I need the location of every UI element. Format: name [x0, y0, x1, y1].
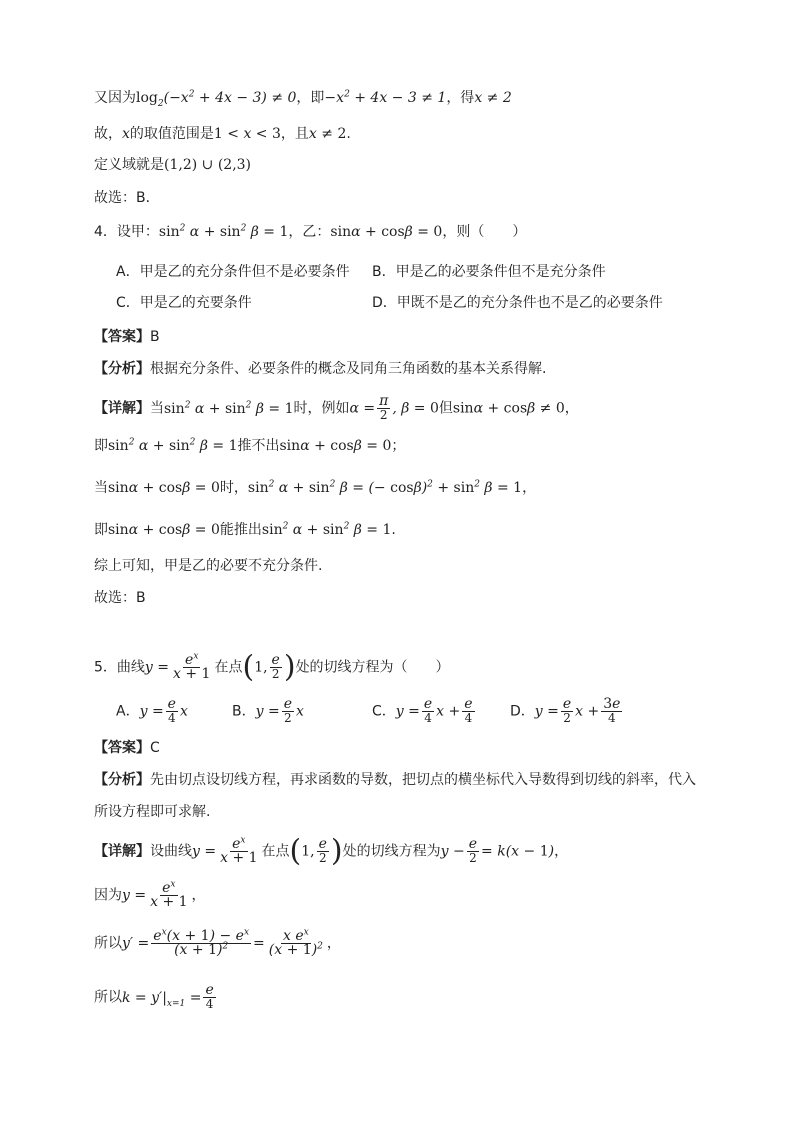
q4-option-a: A．甲是乙的充分条件但不是必要条件	[116, 264, 350, 280]
q4-analysis: 【分析】根据充分条件、必要条件的概念及同角三角函数的基本关系得解.	[94, 361, 547, 377]
q5-analysis-line-1: 【分析】先由切点设切线方程，再求函数的导数，把切点的横坐标代入导数得到切线的斜率，代入	[94, 772, 696, 788]
prev-solution-line-1: 又因为$\log_2(-x^2 + 4x - 3) \ne 0$，即$-x^2 + 4x - 3 \ne 1$，得x ≠ 2	[94, 89, 512, 109]
q5-detail-line-3: 所以y′ = $\frac{e^x(x + 1) - e^x}{(x + 1)^2}$ = $\frac{x e^x}{(x + 1)^2}$ ，	[94, 927, 341, 958]
q4-answer: 【答案】B	[94, 329, 160, 345]
q5-analysis-line-2: 所设方程即可求解.	[94, 804, 211, 820]
q4-detail-line-2: 即$\sin^2 \alpha + \sin^2 \beta = 1$推不出sinα + cosβ = 0；	[94, 437, 406, 454]
q5-option-a: A．y = $\frac{e}{4}$ x	[116, 696, 188, 725]
q4-option-b: B．甲是乙的必要条件但不是充分条件	[372, 264, 606, 280]
q4-stem: 4．设甲：$\sin^2 \alpha + \sin^2 \beta = 1$，乙：sinα + cosβ = 0，则（ ）	[94, 223, 527, 240]
q5-detail-line-1: 【详解】设曲线y = $\frac{e^x}{x + 1}$ 在点(1, $\frac{e}{2}$ )处的切线方程为y − $\frac{e}{2}$ = k(x − 1)，	[94, 833, 569, 869]
q5-detail-line-2: 因为y = $\frac{e^x}{x + 1}$ ，	[94, 879, 206, 910]
q4-option-c: C．甲是乙的充要条件	[116, 295, 252, 311]
q5-stem: 5．曲线y = $\frac{e^x}{x + 1}$ 在点(1, $\frac{e}{2}$ )处的切线方程为（ ）	[94, 649, 450, 685]
q4-detail-line-1: 【详解】当$\sin^2 \alpha + \sin^2 \beta = 1$时，例如α = $\frac{\pi}{2}$ , β = 0但sinα + cosβ ≠ 0，	[94, 393, 579, 422]
q4-option-d: D．甲既不是乙的充分条件也不是乙的必要条件	[372, 295, 663, 311]
q5-detail-line-4: 所以$k = y'|_{x=1}$ = $\frac{e}{4}$	[94, 982, 214, 1011]
fraction-pi-over-2: $\frac{\pi}{2}$	[379, 393, 389, 422]
q5-option-d: D．y = $\frac{e}{2}$ x + $\frac{3e}{4}$	[510, 696, 621, 725]
q5-option-c: C．y = $\frac{e}{4}$ x + $\frac{e}{4}$	[372, 696, 473, 725]
q5-answer: 【答案】C	[94, 740, 160, 756]
prev-answer: 故选：B．	[94, 190, 160, 206]
prev-solution-line-3: 定义域就是(1,2) ∪ (2,3)	[94, 157, 252, 173]
q4-conclusion: 综上可知，甲是乙的必要不充分条件.	[94, 558, 323, 574]
q4-detail-line-4: 即sinα + cosβ = 0能推出$\sin^2 \alpha + \sin^2 \beta = 1$.	[94, 521, 396, 538]
q5-option-b: B．y = $\frac{e}{2}$ x	[232, 696, 304, 725]
q4-detail-line-3: 当sinα + cosβ = 0时，$\sin^2 \alpha + \sin^2 \beta$ = (− $\cos\beta)^2 + \sin^2 \beta = 1$，	[94, 479, 537, 496]
q4-final: 故选：B	[94, 590, 146, 606]
prev-solution-line-2: 故，x的取值范围是1 < x < 3，且x ≠ 2.	[94, 126, 351, 142]
